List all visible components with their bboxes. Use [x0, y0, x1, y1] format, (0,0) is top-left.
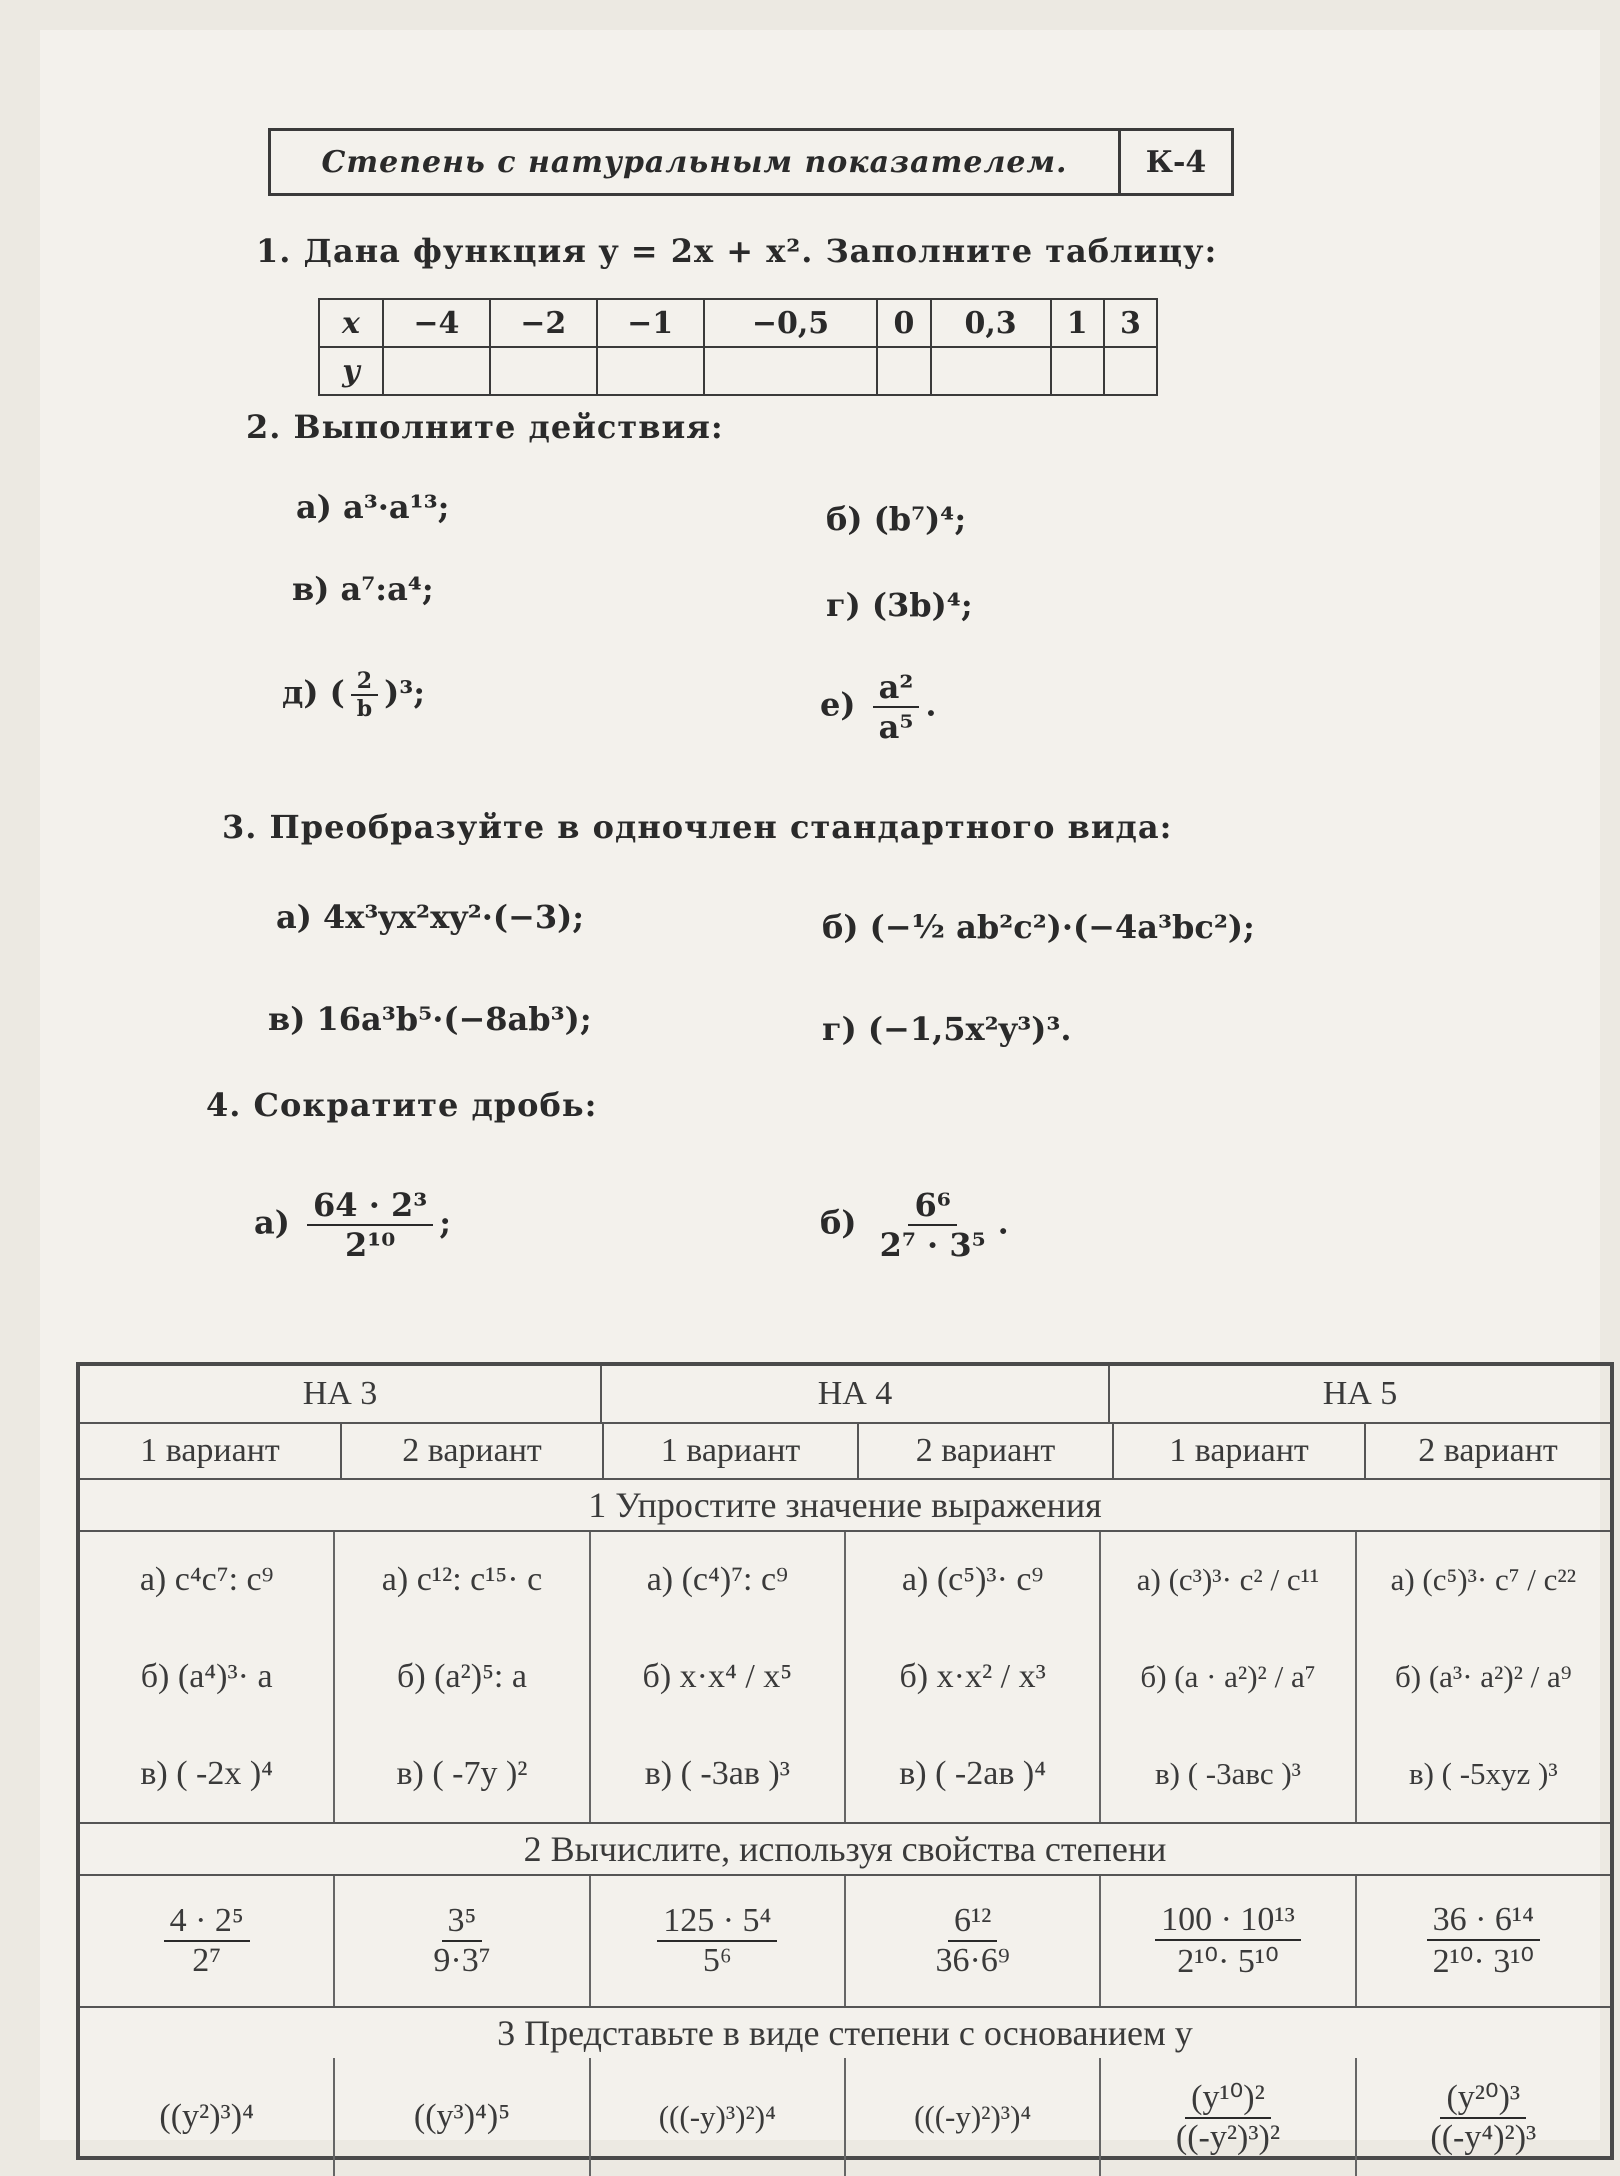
task4-a-suffix: ;	[439, 1203, 452, 1242]
task4-b-prefix: б)	[820, 1203, 857, 1242]
task2-d-suffix: ³;	[399, 673, 426, 712]
x-cell: 0,3	[931, 299, 1051, 347]
fraction-denominator: 2⁷ · 3⁵	[879, 1226, 986, 1264]
fraction-denominator: ((-y²)³)²	[1175, 2119, 1281, 2156]
x-cell: −1	[597, 299, 704, 347]
variants-table	[76, 1362, 1614, 2160]
task3-item-b: б) (−½ ab²c²)·(−4a³bc²);	[822, 908, 1255, 946]
exercise: ((y³)⁴)⁵	[413, 2098, 511, 2135]
exercise: б) (a⁴)³· a	[140, 1657, 273, 1695]
x-cell: −2	[490, 299, 597, 347]
exercise: б) x·x⁴ / x⁵	[642, 1657, 793, 1695]
exercise: а) (c³)³· c² / c¹¹	[1136, 1562, 1320, 1598]
variant-header: 1 вариант	[604, 1424, 859, 1480]
exercise: в) ( -3ав )³	[644, 1754, 790, 1792]
x-cell: −0,5	[704, 299, 878, 347]
x-label: x	[319, 299, 383, 347]
section2-column	[1101, 1876, 1356, 2006]
exercise: б) (a³· a²)² / a⁹	[1394, 1658, 1572, 1694]
section3-column	[335, 2058, 590, 2176]
table-row-x	[319, 299, 1157, 347]
worksheet-code: К-4	[1118, 131, 1231, 193]
section1-column	[335, 1532, 590, 1822]
task4-a-fraction	[307, 1186, 433, 1264]
section3-title: 3 Представьте в виде степени с основанием y	[497, 2013, 1193, 2053]
fraction-numerator: 6⁶	[908, 1186, 956, 1226]
task4-item-a	[254, 1186, 451, 1264]
fraction-numerator: 6¹²	[948, 1902, 997, 1942]
task2-title: 2. Выполните действия:	[246, 408, 724, 446]
section1-column	[591, 1532, 846, 1822]
fraction-numerator: 4 · 2⁵	[164, 1902, 250, 1942]
exercise: в) ( -7y )²	[396, 1754, 528, 1792]
task4-b-fraction	[874, 1186, 992, 1264]
exercise: в) ( -3авс )³	[1155, 1755, 1301, 1791]
fraction-denominator: a⁵	[878, 708, 914, 746]
section1-column	[846, 1532, 1101, 1822]
y-cell-empty	[597, 347, 704, 395]
exercise-fraction	[930, 1902, 1016, 1980]
grade-header: НА 5	[1110, 1366, 1610, 1424]
section3-column	[846, 2058, 1101, 2176]
task2-e-suffix: .	[925, 685, 937, 724]
exercise: (((-y)³)²)⁴	[658, 2099, 776, 2134]
exercise-fraction	[1170, 2077, 1286, 2157]
exercise: в) ( -2x )⁴	[140, 1754, 274, 1792]
y-cell-empty	[1051, 347, 1104, 395]
task2-item-a: а) a³·a¹³;	[296, 488, 450, 526]
exercise: а) (c⁵)³· c⁷ / c²²	[1390, 1562, 1577, 1598]
task2-item-v: в) a⁷:a⁴;	[292, 570, 434, 608]
exercise: б) x·x² / x³	[899, 1657, 1046, 1695]
section3-column	[1357, 2058, 1610, 2176]
section2-column	[1357, 1876, 1610, 2006]
x-cell: 0	[877, 299, 930, 347]
variant-header: 2 вариант	[342, 1424, 604, 1480]
fraction-denominator: 2⁷	[192, 1942, 222, 1979]
variant-header: 2 вариант	[1366, 1424, 1610, 1480]
fraction-denominator: 2¹⁰	[344, 1226, 396, 1264]
exercise: а) (c⁴)⁷: c⁹	[646, 1561, 788, 1599]
section2-title: 2 Вычислите, используя свойства степени	[80, 1824, 1610, 1876]
task4-a-prefix: а)	[254, 1203, 290, 1242]
section1-column	[80, 1532, 335, 1822]
exercise: б) (a · a²)² / a⁷	[1140, 1658, 1316, 1694]
y-label: y	[319, 347, 383, 395]
exercise-fraction	[1424, 2077, 1542, 2157]
exercise: а) c⁴c⁷: c⁹	[139, 1561, 274, 1599]
task2-e-fraction	[873, 668, 920, 746]
fraction-numerator: (y¹⁰)²	[1185, 2077, 1271, 2119]
grade-header: НА 3	[80, 1366, 602, 1424]
section2-column	[591, 1876, 846, 2006]
variant-header: 1 вариант	[1114, 1424, 1366, 1480]
fraction-numerator: 2	[351, 668, 378, 696]
section2-column	[335, 1876, 590, 2006]
y-cell-empty	[490, 347, 597, 395]
fraction-denominator: 2¹⁰· 5¹⁰	[1177, 1943, 1279, 1980]
fraction-denominator: b	[356, 696, 373, 722]
grade-header: НА 4	[602, 1366, 1110, 1424]
task2-d-prefix: д)	[282, 673, 319, 712]
section3-column	[1101, 2058, 1356, 2176]
task2-e-prefix: е)	[820, 685, 856, 724]
section3-column	[80, 2058, 335, 2176]
fraction-denominator: ((-y⁴)²)³	[1430, 2119, 1537, 2156]
section2-column	[846, 1876, 1101, 2006]
task3-item-v: в) 16a³b⁵·(−8ab³);	[268, 1000, 592, 1038]
exercise: б) (a²)⁵: a	[397, 1657, 527, 1695]
exercise: а) c¹²: c¹⁵· c	[381, 1561, 543, 1599]
fraction-numerator: 125 · 5⁴	[657, 1902, 777, 1942]
fraction-numerator: 36 · 6¹⁴	[1427, 1901, 1540, 1941]
fraction-numerator: 3⁵	[442, 1902, 483, 1942]
y-cell-empty	[704, 347, 878, 395]
task3-item-a: а) 4x³yx²xy²·(−3);	[276, 898, 585, 936]
exercise-fraction	[1427, 1901, 1540, 1981]
section3-column	[591, 2058, 846, 2176]
y-cell-empty	[931, 347, 1051, 395]
grades-row	[80, 1366, 1610, 1424]
section2-grid	[80, 1876, 1610, 2008]
task2-item-d: д) ( $\frac{2}{b}$ )³;	[282, 668, 426, 722]
y-cell-empty	[877, 347, 930, 395]
exercise-fraction	[427, 1902, 496, 1980]
task4-title: 4. Сократите дробь:	[206, 1086, 598, 1124]
worksheet-title: Степень с натуральным показателем.	[321, 144, 1068, 180]
x-cell: 3	[1104, 299, 1157, 347]
fraction-numerator: a²	[873, 668, 920, 708]
task2-item-g: г) (3b)⁴;	[826, 586, 973, 624]
exercise-fraction	[1155, 1901, 1301, 1981]
y-cell-empty	[383, 347, 490, 395]
variant-header: 2 вариант	[859, 1424, 1114, 1480]
fraction-numerator: (y²⁰)³	[1440, 2077, 1526, 2119]
fraction-denominator: 36·6⁹	[935, 1942, 1010, 1979]
task1-title: 1. Дана функция y = 2x + x². Заполните таблицу:	[256, 232, 1218, 270]
fraction-denominator: 5⁶	[702, 1942, 732, 1979]
task3-title: 3. Преобразуйте в одночлен стандартного вида:	[222, 808, 1173, 846]
fraction-denominator: 2¹⁰· 3¹⁰	[1432, 1943, 1535, 1980]
fraction-denominator: 9·3⁷	[433, 1942, 491, 1979]
x-cell: 1	[1051, 299, 1104, 347]
section3-grid	[80, 2058, 1610, 2176]
variant-header: 1 вариант	[80, 1424, 342, 1480]
exercise-fraction	[657, 1902, 777, 1980]
section1-column	[1357, 1532, 1610, 1822]
task2-item-b: б) (b⁷)⁴;	[826, 500, 967, 538]
section1-title: 1 Упростите значение выражения	[80, 1480, 1610, 1532]
exercise: в) ( -2ав )⁴	[899, 1754, 1047, 1792]
values-table	[318, 298, 1158, 396]
x-cell: −4	[383, 299, 490, 347]
section1-grid	[80, 1532, 1610, 1824]
task2-item-e	[820, 668, 937, 746]
section2-column	[80, 1876, 335, 2006]
task3-item-g: г) (−1,5x²y³)³.	[822, 1010, 1072, 1048]
section1-column	[1101, 1532, 1356, 1822]
table-row-y	[319, 347, 1157, 395]
variants-row	[80, 1424, 1610, 1480]
exercise: а) (c⁵)³· c⁹	[901, 1561, 1044, 1599]
y-cell-empty	[1104, 347, 1157, 395]
fraction-numerator: 100 · 10¹³	[1155, 1901, 1301, 1941]
worksheet-header	[268, 128, 1234, 196]
task4-b-suffix: .	[997, 1203, 1009, 1242]
fraction-numerator: 64 · 2³	[307, 1186, 433, 1226]
task2-d-fraction	[351, 668, 378, 722]
exercise: в) ( -5xyz )³	[1408, 1755, 1558, 1791]
exercise: (((-y)²)³)⁴	[914, 2099, 1032, 2134]
task4-item-b	[820, 1186, 1009, 1264]
exercise: ((y²)³)⁴	[159, 2098, 254, 2135]
exercise-fraction	[164, 1902, 250, 1980]
